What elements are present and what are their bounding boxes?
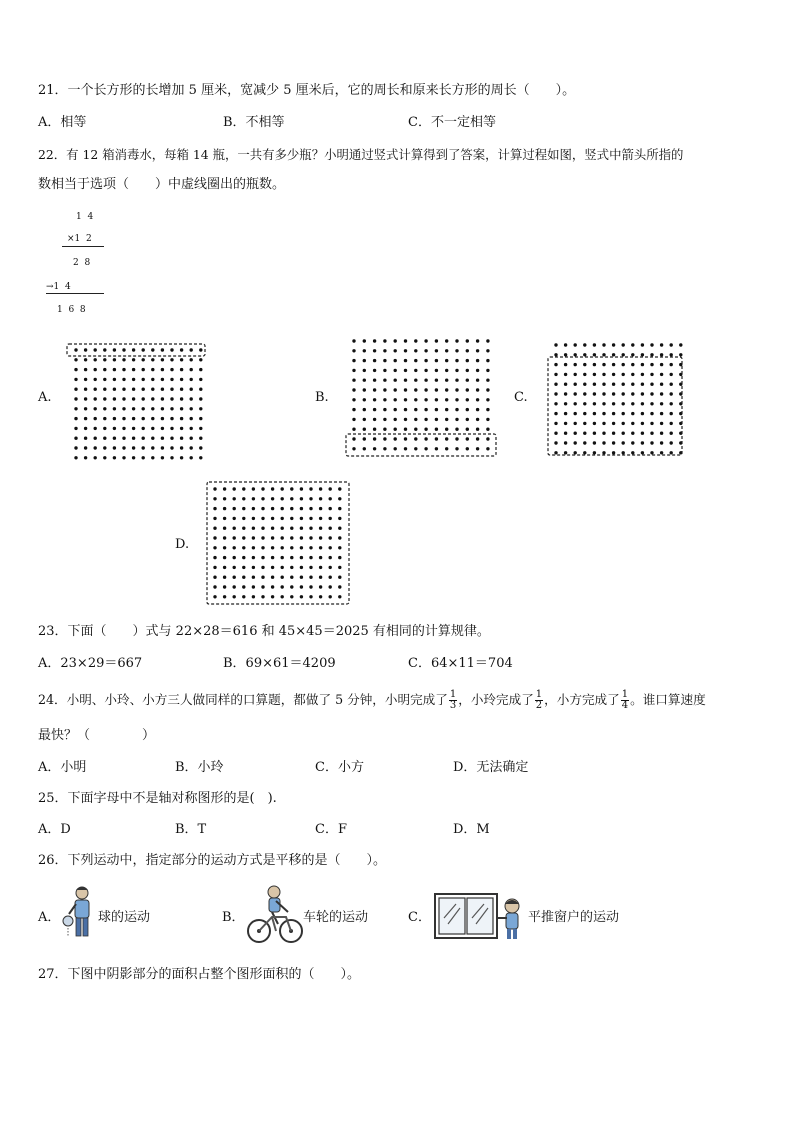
calc-rule-1 (62, 246, 104, 247)
q24-part4: 。谁口算速度 (630, 692, 706, 707)
calc-row-2: ×1 2 (67, 234, 92, 244)
q26-option-c-label[interactable]: C． (408, 910, 431, 925)
q26-caption-c: 平推窗户的运动 (528, 910, 620, 925)
bicycle-rider-icon (246, 884, 304, 946)
q22-option-c-label[interactable]: C. (514, 390, 528, 405)
option-c-dot-grid[interactable] (545, 337, 685, 459)
fraction-one-half: $\frac{1}{2}$ (535, 689, 543, 711)
calc-row-3: 2 8 (73, 258, 91, 268)
q25-option-a[interactable]: A．D (38, 822, 71, 837)
calc-rule-2 (46, 293, 104, 294)
q24-part2: ，小玲完成了 (458, 692, 534, 707)
q21-option-a[interactable]: A．相等 (38, 115, 87, 130)
calc-row-4: →1 4 (46, 282, 71, 292)
q26-text: 26．下列运动中，指定部分的运动方式是平移的是（ ）。 (38, 853, 387, 868)
sliding-window-icon (434, 892, 528, 940)
boy-bouncing-ball-icon (60, 884, 100, 944)
q21-text: 21．一个长方形的长增加 5 厘米，宽减少 5 厘米后，它的周长和原来长方形的周长（ ）。 (38, 83, 576, 98)
q22-text-line2: 数相当于选项（ ）中虚线圈出的瓶数。 (38, 177, 286, 192)
q22-option-a-label[interactable]: A. (38, 390, 52, 405)
q25-option-d[interactable]: D．M (453, 822, 490, 837)
q25-text: 25．下面字母中不是轴对称图形的是( ). (38, 791, 277, 806)
q24-option-c[interactable]: C．小方 (315, 760, 364, 775)
fraction-one-quarter: $\frac{1}{4}$ (621, 689, 629, 711)
option-b-dot-grid[interactable] (342, 333, 502, 461)
q21-option-b[interactable]: B．不相等 (223, 115, 285, 130)
option-a-dot-grid[interactable] (64, 340, 210, 462)
fraction-one-third: $\frac{1}{3}$ (449, 689, 457, 711)
option-d-dot-grid[interactable] (204, 480, 352, 608)
q27-text: 27．下图中阴影部分的面积占整个图形面积的（ ）。 (38, 967, 361, 982)
calc-row-1: 1 4 (76, 212, 94, 222)
q22-option-b-label[interactable]: B. (315, 390, 329, 405)
q23-option-a[interactable]: A．23×29＝667 (38, 656, 143, 671)
q22-text-line1: 22．有 12 箱消毒水，每箱 14 瓶，一共有多少瓶？小明通过竖式计算得到了答案，计算过程如图，竖式中箭头所指的 (38, 147, 684, 162)
q24-option-d[interactable]: D．无法确定 (453, 760, 529, 775)
q24-part1: 24．小明、小玲、小方三人做同样的口算题，都做了 5 分钟，小明完成了 (38, 692, 448, 707)
q23-text: 23．下面（ ）式与 22×28＝616 和 45×45＝2025 有相同的计算规律。 (38, 624, 490, 639)
q22-option-d-label[interactable]: D. (175, 537, 190, 552)
q24-text-line2: 最快？（ ） (38, 728, 156, 743)
q24-part3: ，小方完成了 (544, 692, 620, 707)
q25-option-b[interactable]: B．T (175, 822, 207, 837)
calc-row-5: 1 6 8 (57, 305, 86, 315)
q25-option-c[interactable]: C．F (315, 822, 347, 837)
q24-option-a[interactable]: A．小明 (38, 760, 87, 775)
q23-option-b[interactable]: B．69×61＝4209 (223, 656, 336, 671)
q21-option-c[interactable]: C．不一定相等 (408, 115, 496, 130)
q26-option-a-label[interactable]: A． (38, 910, 61, 925)
q26-caption-a: 球的运动 (98, 910, 151, 925)
q23-option-c[interactable]: C．64×11＝704 (408, 656, 513, 671)
q24-option-b[interactable]: B．小玲 (175, 760, 224, 775)
q26-caption-b: 车轮的运动 (303, 910, 369, 925)
q24-text-line1 (38, 688, 706, 712)
q26-option-b-label[interactable]: B． (222, 910, 245, 925)
